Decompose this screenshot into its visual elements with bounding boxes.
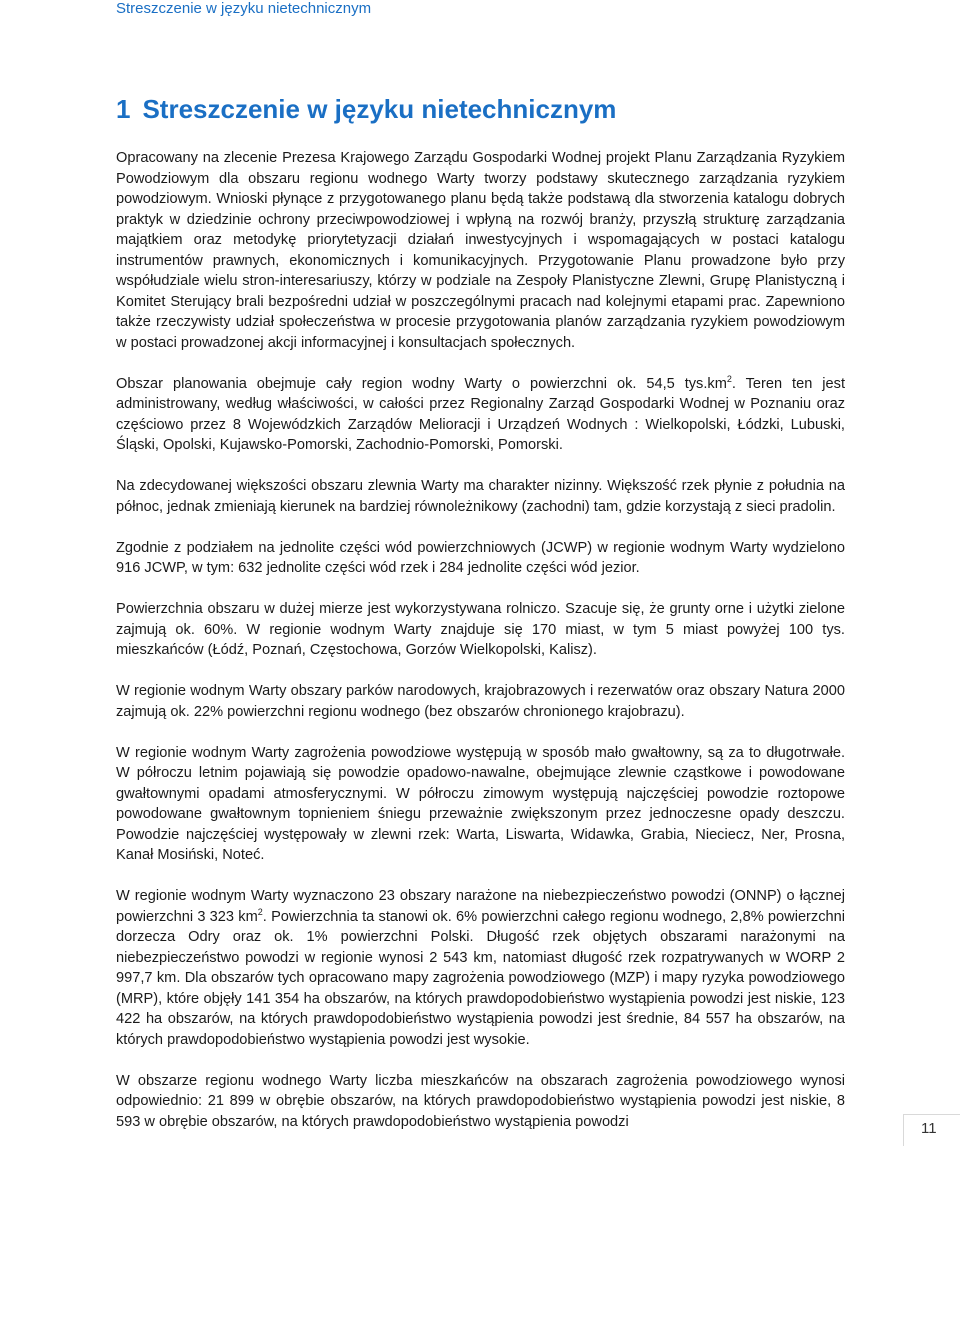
paragraph-text: W regionie wodnym Warty wyznaczono 23 obszary narażone na niebezpieczeństwo powodzi (ONNP) o łącznej powierzchni 3 323 km	[116, 888, 845, 925]
paragraph: Na zdecydowanej większości obszaru zlewnia Warty ma charakter nizinny. Większość rzek płynie z południa na północ, jednak zmieniają kierunek na bardziej równoleżnikowy (zachodni) tam, gdzie korzystają z sieci pradolin.	[116, 478, 845, 515]
paragraph: W regionie wodnym Warty zagrożenia powodziowe występują w sposób mało gwałtowny, są za to długotrwałe. W półroczu letnim pojawiają się powodzie opadowo-nawalne, obejmujące zlewnie cząstkowe i powodowane gwałtownymi opadami atmosferycznymi. W półroczu zimowym występują najczęściej powodzie roztopowe powodowane gwałtownym topnieniem śniegu przeważnie zwiększonym przez jednoczesne opady deszczu. Powodzie najczęściej występowały w zlewni rzek: Warta, Liswarta, Widawka, Grabia, Nieciecz, Ner, Prosna, Kanał Mosiński, Noteć.	[116, 744, 845, 863]
page-number-rule-vertical	[903, 1114, 904, 1146]
chapter-title	[116, 92, 616, 126]
superscript: 2	[257, 906, 263, 917]
paragraph: W regionie wodnym Warty obszary parków narodowych, krajobrazowych i rezerwatów oraz obszary Natura 2000 zajmują ok. 22% powierzchni regionu wodnego (bez obszarów chronionego krajobrazu).	[116, 683, 845, 720]
paragraph-text: . Powierzchnia ta stanowi ok. 6% powierzchni całego regionu wodnego, 2,8% powierzchni dorzecza Odry oraz ok. 1% powierzchni Polski. Długość rzek objętych obszarami narażonymi na niebezpieczeństwo powodzi w regionie wynosi 2 543 km, natomiast długość rzek rozpatrywanych w WORP 2 997,7 km. Dla obszarów tych opracowano mapy zagrożenia powodziowego (MZP) i mapy ryzyka powodziowego (MRP), które objęły 141 354 ha obszarów, na których prawdopodobieństwo wystąpienia powodzi jest niskie, 123 422 ha obszarów, na których prawdopodobieństwo wystąpienia powodzi jest średnie, 84 557 ha obszarów, na których prawdopodobieństwo wystąpienia powodzi jest wysokie.	[116, 908, 845, 1048]
chapter-title-text: Streszczenie w języku nietechnicznym	[142, 94, 617, 124]
paragraph	[116, 374, 845, 456]
paragraph: Powierzchnia obszaru w dużej mierze jest wykorzystywana rolniczo. Szacuje się, że grunty orne i użytki zielone zajmują ok. 60%. W regionie wodnym Warty znajduje się 170 miast, w tym 5 miast powyżej 100 tys. mieszkańców (Łódź, Poznań, Częstochowa, Gorzów Wielkopolski, Kalisz).	[116, 601, 845, 658]
paragraph-text: . Teren ten jest administrowany, według właściwości, w całości przez Regionalny Zarząd Gospodarki Wodnej w Poznaniu oraz częściowo przez 8 Wojewódzkich Zarządów Melioracji i Urządzeń Wodnych : Wielkopolski, Łódzki, Lubuski, Śląski, Opolski, Kujawsko-Pomorski, Zachodnio-Pomorski, Pomorski.	[116, 375, 845, 453]
paragraph-text: Obszar planowania obejmuje cały region wodny Warty o powierzchni ok. 54,5 tys.km	[116, 375, 727, 392]
paragraph: Zgodnie z podziałem na jednolite części wód powierzchniowych (JCWP) w regionie wodnym Warty wydzielono 916 JCWP, w tym: 632 jednolite części wód rzek i 284 jednolite części wód jezior.	[116, 539, 845, 576]
running-header: Streszczenie w języku nietechnicznym	[116, 0, 372, 17]
superscript: 2	[726, 373, 732, 384]
paragraph: Opracowany na zlecenie Prezesa Krajowego Zarządu Gospodarki Wodnej projekt Planu Zarządzania Ryzykiem Powodziowym dla obszaru regionu wodnego Warty tworzy podstawy skutecznego zarządzania ryzykiem powodziowym. Wnioski płynące z przygotowanego planu będą także podstawą dla stworzenia katalogu dobrych praktyk w dziedzinie ochrony przeciwpowodziowej i wpłyną na rozwój branży, przyszłą strukturę zarządzania majątkiem oraz metodykę priorytetyzacji działań inwestycyjnych i wspomagających w postaci katalogu instrumentów prawnych, ekonomicznych i komunikacyjnych. Przygotowanie Planu prowadzone było przy współudziale wielu stron-interesariuszy, którzy w podziale na Zespoły Planistyczne Zlewni, Grupę Planistyczną i Komitet Sterujący brali bezpośredni udział w poszczególnymi pracach nad kolejnymi etapami prac. Zapewniono także rzeczywisty udział społeczeństwa w procesie przygotowania planów zarządzania ryzykiem powodziowym w postaci prowadzonej akcji informacyjnej i konsultacjach społecznych.	[116, 150, 845, 351]
chapter-number: 1	[116, 94, 131, 124]
page-number: 11	[921, 1120, 937, 1137]
paragraph: W obszarze regionu wodnego Warty liczba mieszkańców na obszarach zagrożenia powodziowego wynosi odpowiednio: 21 899 w obrębie obszarów, na których prawdopodobieństwo wystąpienia powodzi jest niskie, 8 593 w obrębie obszarów, na których prawdopodobieństwo wystąpienia powodzi	[116, 1072, 845, 1130]
paragraph	[116, 886, 845, 1050]
page-number-rule	[903, 1114, 960, 1115]
body-text	[116, 148, 845, 1153]
